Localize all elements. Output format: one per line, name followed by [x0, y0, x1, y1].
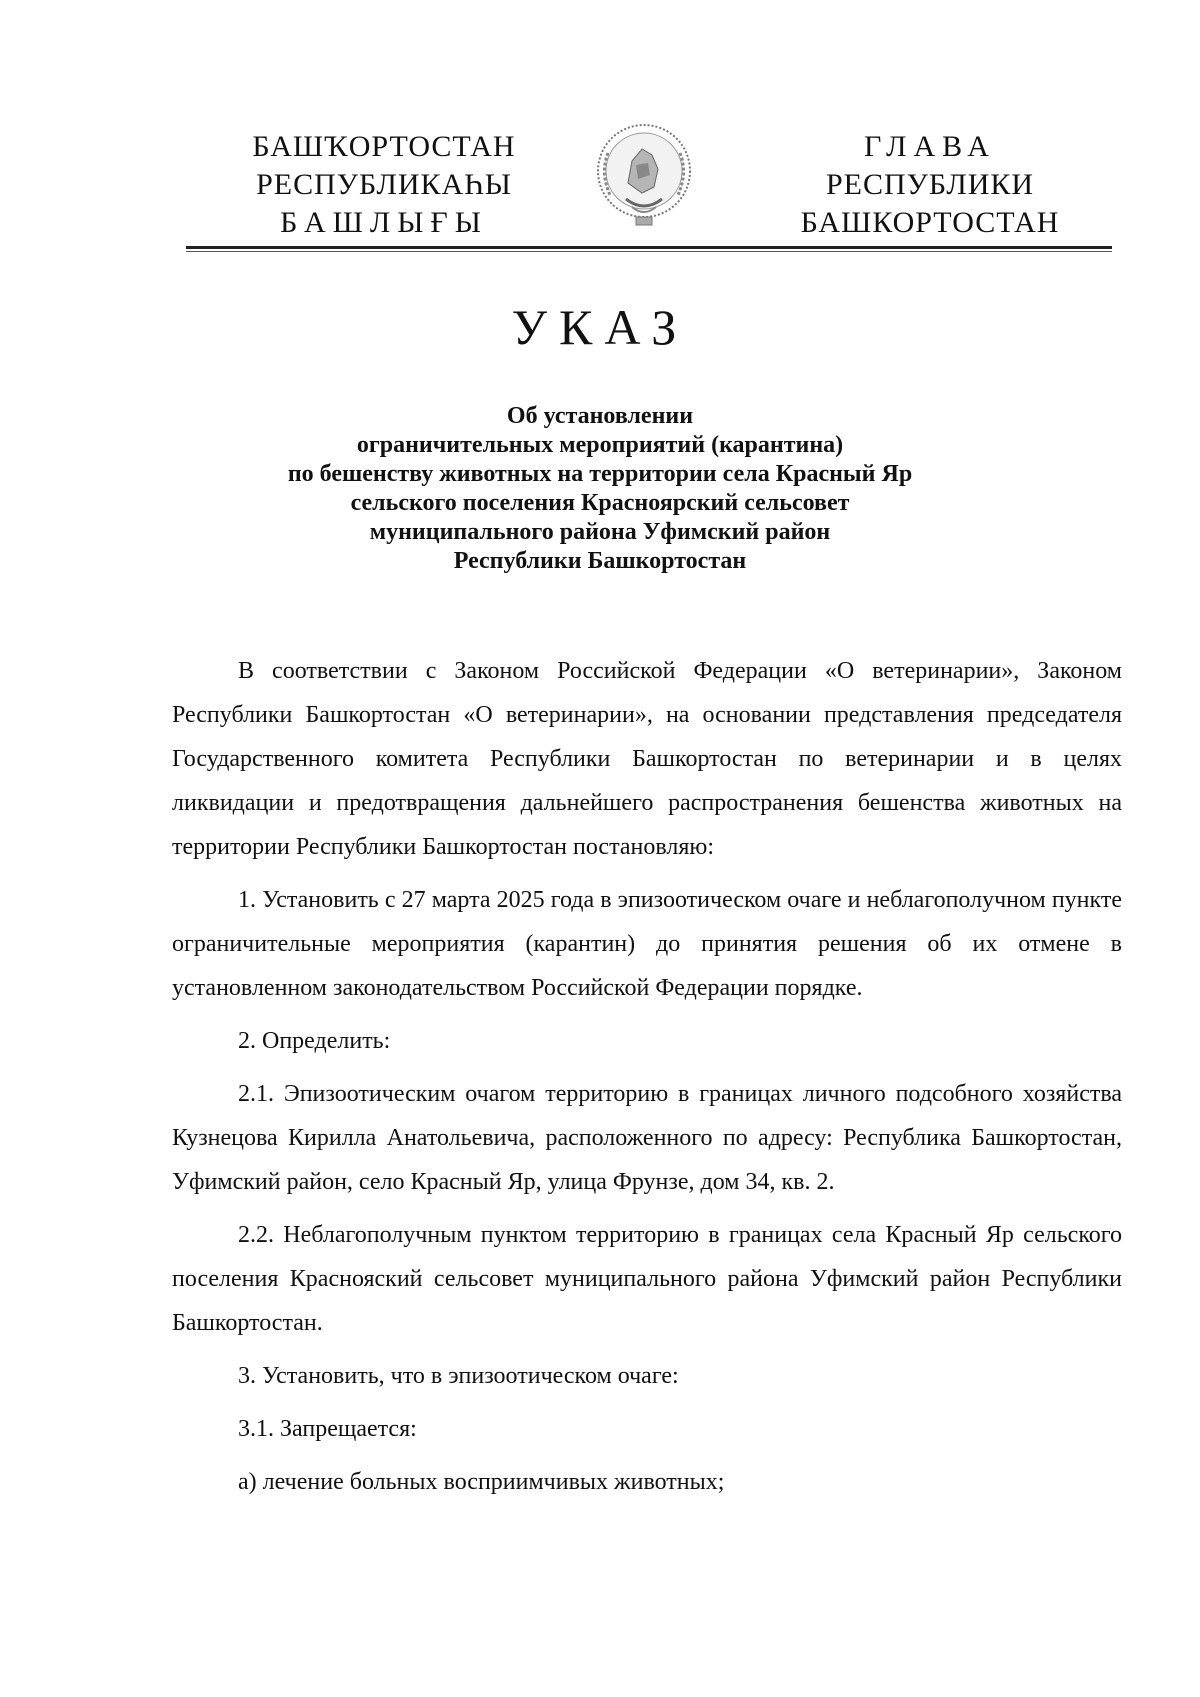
- header-divider-thick: [186, 246, 1112, 249]
- subject-line: по бешенству животных на территории села Красный Яр: [287, 461, 913, 487]
- document-body: [172, 649, 1122, 1513]
- header-right-line2: РЕСПУБЛИКИ: [825, 168, 1035, 201]
- header-left-line2: РЕСПУБЛИКАҺЫ: [256, 168, 512, 201]
- header-divider-thin: [186, 251, 1112, 252]
- header-right-line1: ГЛАВА: [864, 130, 996, 163]
- body-paragraph-item-2-1: 2.1. Эпизоотическим очагом территорию в границах личного подсобного хозяйства Кузнецова Кирилла Анатольевича, расположенного по адресу: Республика Башкортостан, Уфимский район, село Красный Яр, улица Фрунзе, дом 34, кв. 2.: [172, 1081, 1122, 1195]
- body-paragraph-preamble: В соответствии с Законом Российской Федерации «О ветеринарии», Законом Республики Башкортостан «О ветеринарии», на основании представления председателя Государственного комитета Республики Башкортостан по ветеринарии и в целях ликвидации и предотвращения дальнейшего распространения бешенства животных на территории Республики Башкортостан постановляю:: [172, 658, 1122, 860]
- header-left-line3: БАШЛЫҒЫ: [280, 206, 488, 239]
- subject-line: ограничительных мероприятий (карантина): [356, 432, 844, 458]
- subject-line: сельского поселения Красноярский сельсовет: [350, 490, 850, 516]
- body-paragraph-item-3-1: 3.1. Запрещается:: [238, 1416, 417, 1442]
- header-right-russian: [780, 128, 1080, 242]
- document-type-title: УКАЗ: [511, 299, 689, 355]
- body-paragraph-item-1: 1. Установить с 27 марта 2025 года в эпизоотическом очаге и неблагополучном пункте ограничительные мероприятия (карантин) до принятия решения об их отмене в установленном законодательством Российской Федерации порядке.: [172, 887, 1122, 1001]
- body-paragraph-item-2-2: 2.2. Неблагополучным пунктом территорию в границах села Красный Яр сельского поселения Краснояский сельсовет муниципального района Уфимский район Республики Башкортостан.: [172, 1222, 1122, 1336]
- header-left-line1: БАШҠОРТОСТАН: [252, 130, 516, 163]
- document-subject: [200, 402, 1000, 576]
- body-paragraph-item-3: 3. Установить, что в эпизоотическом очаге:: [238, 1363, 679, 1389]
- subject-line: муниципального района Уфимский район: [369, 519, 831, 545]
- header-left-bashkir: [234, 128, 534, 242]
- body-paragraph-item-2: 2. Определить:: [238, 1028, 391, 1054]
- subject-line: Об установлении: [506, 403, 694, 429]
- coat-of-arms-icon: [592, 113, 696, 237]
- header-right-line3: БАШКОРТОСТАН: [800, 206, 1060, 239]
- subject-line: Республики Башкортостан: [453, 548, 747, 574]
- body-paragraph-item-a: а) лечение больных восприимчивых животных;: [238, 1469, 725, 1495]
